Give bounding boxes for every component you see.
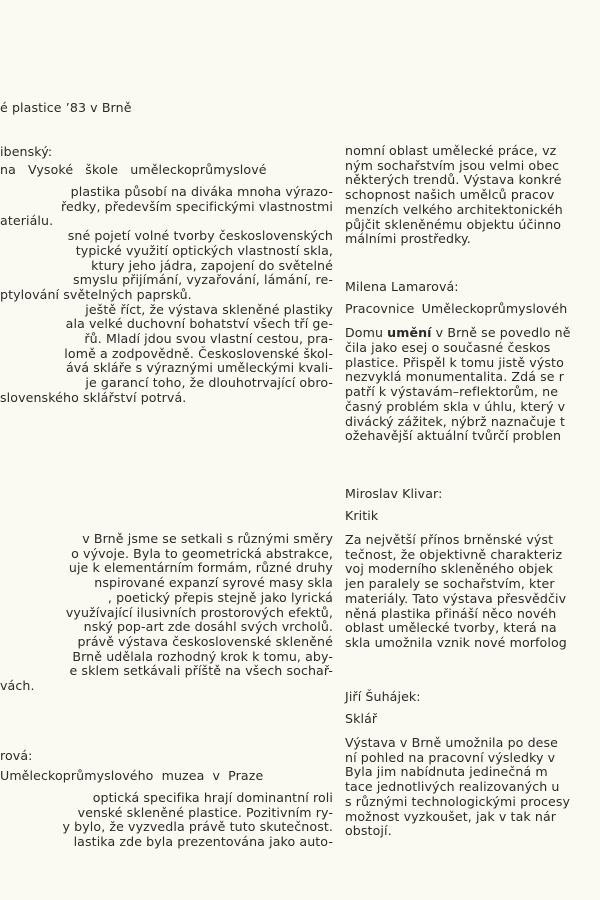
text-line: půjčit skleněnému objektu účinno <box>345 216 562 232</box>
speaker-name: Miroslav Klivar: <box>345 486 443 501</box>
speaker-name: ibenský: <box>0 144 53 159</box>
text-line: slovenského sklářství potrvá. <box>0 389 187 405</box>
speaker-role: Kritik <box>345 508 379 523</box>
text-line: řů. Mladí jdou svou vlastní cestou, pra- <box>84 331 333 346</box>
text-line: některých trendů. Výstava konkré <box>345 172 562 188</box>
text-line: materiály. Tato výstava přesvědčiv <box>345 590 567 606</box>
text-line: časný problém skla v úhlu, který v <box>345 398 566 414</box>
text-line: je garancí toho, že dlouhotrvající obro- <box>85 375 333 391</box>
text-line: v Brně jsme se setkali s různými směry <box>82 531 333 546</box>
text-line: nský pop-art zde dosáhl svých vrcholů. <box>83 619 333 635</box>
text-line: ateriálu. <box>0 213 54 229</box>
text-line: čila jako esej o současné českos <box>345 340 551 355</box>
text-line: ala velké duchovní bohatství všech tří ge- <box>65 316 333 332</box>
text-line: uje k elementárním formám, různé druhy <box>68 560 333 576</box>
text-line: jen paralely se sochařstvím, kter <box>345 576 555 592</box>
text-line: využívající ilusivních prostorových efektů, <box>65 604 333 620</box>
text-line: typické využití optických vlastností skla, <box>75 242 333 258</box>
text-line: ným sochařstvím jsou velmi obec <box>345 157 560 173</box>
text-line: málními prostředky. <box>345 231 471 247</box>
text: v Brně se povedlo ně <box>431 325 571 340</box>
text-line: lomě a zodpovědně. Československé škol- <box>64 345 333 361</box>
text-line: ktury jeho jádra, zapojení do světelné <box>91 257 333 273</box>
text-line: tečnost, že objektivně charakteriz <box>345 546 563 562</box>
text-line: smyslu přijímání, vyzařování, lámání, re- <box>73 272 333 288</box>
speaker-name: rová: <box>0 748 33 763</box>
speaker-name: Milena Lamarová: <box>345 279 459 294</box>
text-line: menzích velkého architektonickéh <box>345 201 563 217</box>
text-line: Za největší přínos brněnské výst <box>345 532 554 547</box>
text-line: ává skláře s výraznými uměleckými kvali- <box>65 360 333 376</box>
text-line: schopnost našich umělců pracov <box>345 187 555 203</box>
text-line: nomní oblast umělecké práce, vz <box>345 143 557 158</box>
text-line: obstojí. <box>345 823 392 839</box>
text-line: e sklem setkávali příště na všech sochař- <box>69 663 333 679</box>
right-column <box>345 0 600 900</box>
text-line: ožehavější aktuální tvůrčí problen <box>345 428 562 444</box>
text-line: tace jednotlivých realizovaných u <box>345 779 560 795</box>
text-line: y bylo, že vyzvedla právě tuto skutečnost. <box>62 819 333 835</box>
text-line: nspirované expanzí syrové masy skla <box>94 575 333 591</box>
text-line: ptylování světelných paprsků. <box>0 286 192 302</box>
page-title: é plastice ’83 v Brně <box>0 100 132 115</box>
speaker-role: na Vysoké škole uměleckoprůmyslové <box>0 162 267 177</box>
text-line: s různými technologickými procesy <box>345 793 571 809</box>
text-line: vách. <box>0 678 35 693</box>
lamarova-first-line <box>345 326 571 340</box>
text-line: voj moderního skleněného objek <box>345 561 553 577</box>
text-line: lastika zde byla prezentována jako auto- <box>73 834 333 850</box>
text-line: oblast umělecké tvorby, která na <box>345 620 557 636</box>
text-line: ředky, především specifickými vlastnostmi <box>61 198 333 214</box>
text-line: ní pohled na pracovní výsledky v <box>345 749 556 765</box>
text-line: skla umožnila vznik nové morfolog <box>345 634 567 650</box>
text-line: možnost vyzkoušet, jak v tak nár <box>345 808 557 824</box>
text-line: ještě říct, že výstava skleněné plastiky <box>85 301 333 317</box>
text-line: plastice. Přispěl k tomu jistě výsto <box>345 354 564 370</box>
text-line: nezvyklá monumentalita. Zdá se r <box>345 369 565 385</box>
text-line: patří k výstavám–reflektorům, ne <box>345 384 559 400</box>
text-line: divácký zážitek, nýbrž naznačuje t <box>345 413 566 429</box>
text-line: , poetický přepis stejně jako lyrická <box>107 589 333 605</box>
text-line: právě výstava československé skleněné <box>77 633 333 649</box>
speaker-role: Uměleckoprůmyslového muzea v Praze <box>0 768 264 783</box>
text-line: Brně udělala rozhodný krok k tomu, aby- <box>72 648 333 664</box>
text-line: venské skleněné plastice. Pozitivním ry- <box>77 804 333 820</box>
text-line: plastika působí na diváka mnoha výrazo- <box>70 184 333 199</box>
text-line: o vývoje. Byla to geometrická abstrakce, <box>71 545 333 561</box>
text-line: sné pojetí volné tvorby československých <box>67 228 333 244</box>
speaker-name: Jiří Šuhájek: <box>345 689 421 704</box>
text-line: Výstava v Brně umožnila po dese <box>345 735 559 750</box>
text-line: optická specifika hrají dominantní roli <box>92 790 333 805</box>
speaker-role: Sklář <box>345 711 378 726</box>
speaker-role: Pracovnice Uměleckoprůmyslovéh <box>345 301 568 316</box>
text-line: něná plastika přináší něco novéh <box>345 605 557 621</box>
bold-word: umění <box>387 325 432 340</box>
text: Domu <box>345 325 388 340</box>
text-line: Byla jim nabídnuta jedinečná m <box>345 764 548 780</box>
